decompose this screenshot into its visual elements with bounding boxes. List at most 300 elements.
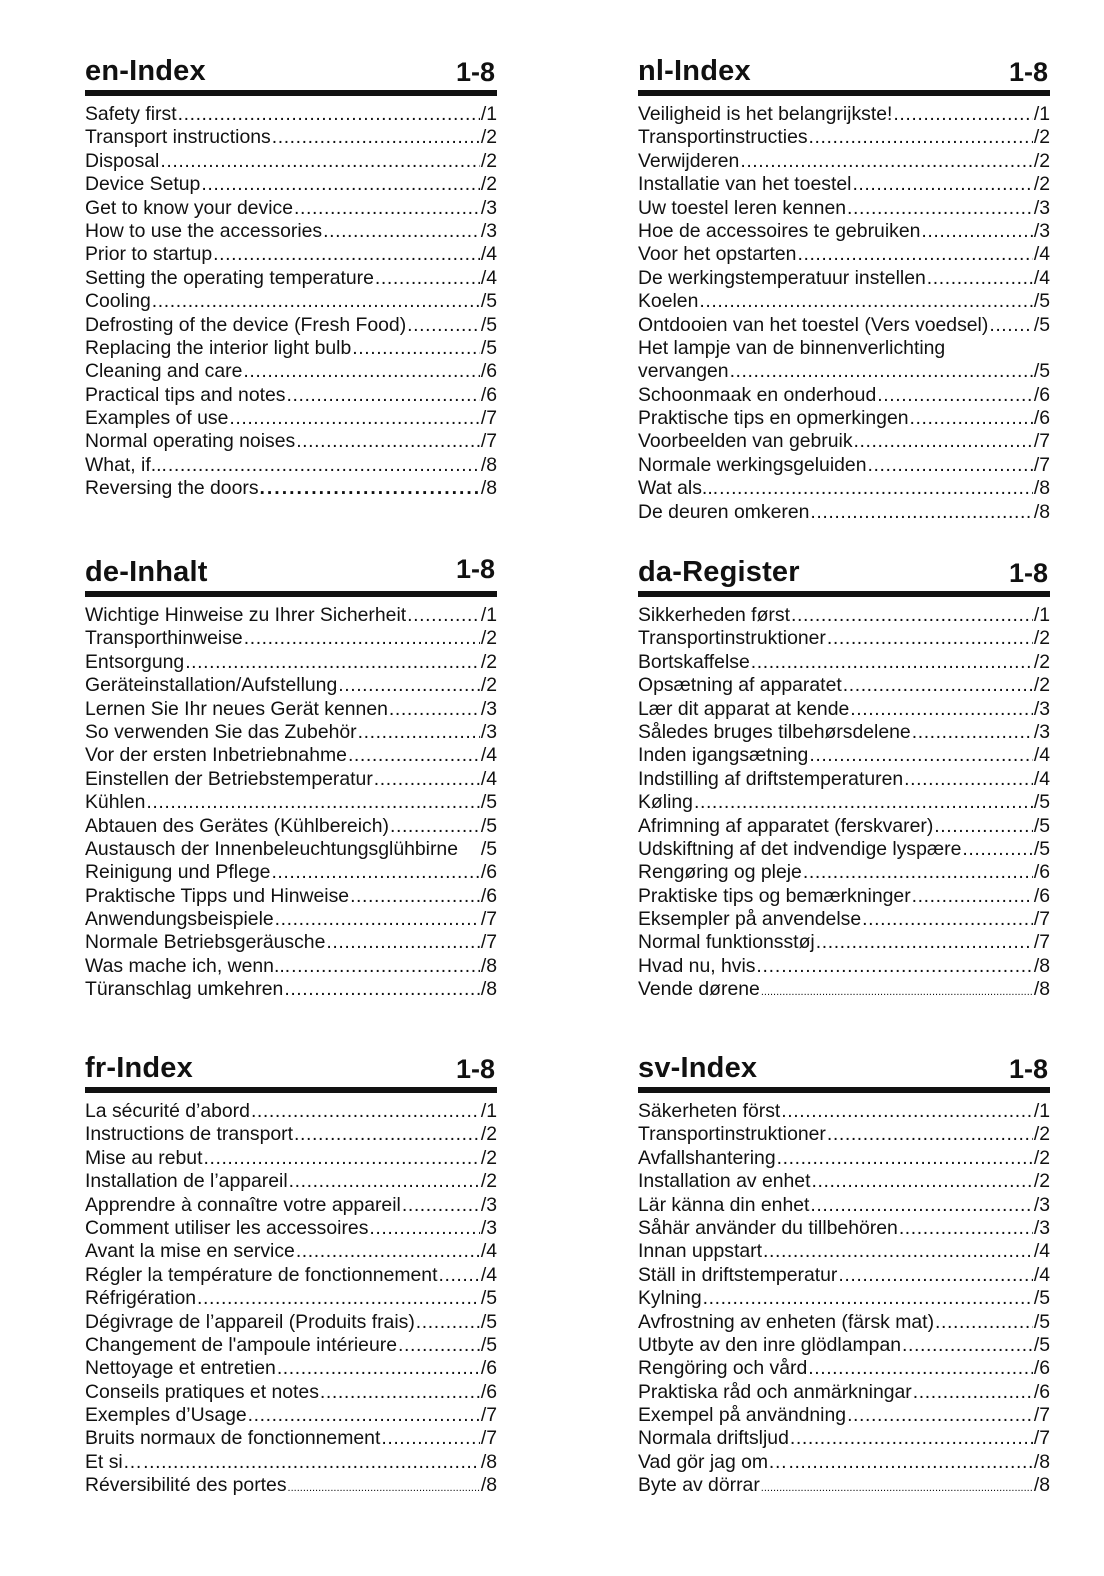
dot-leader — [185, 651, 480, 674]
toc-entry — [638, 1404, 1050, 1427]
toc-entry-label: Koelen — [638, 290, 699, 313]
toc-entry-page: /2 — [480, 627, 497, 650]
section-title: nl-Index — [638, 55, 751, 87]
toc-entry-page: /2 — [480, 173, 497, 196]
toc-entry-page: /5 — [1033, 1333, 1050, 1356]
toc-entry — [85, 267, 497, 290]
toc-entry-page: /2 — [480, 1146, 497, 1169]
section-page-range: 1-8 — [455, 57, 495, 87]
toc-entry-label: Avfallshantering — [638, 1146, 776, 1169]
dot-leader — [284, 978, 480, 1001]
toc-entry-page: /8 — [1033, 477, 1050, 500]
toc-entry-page: /8 — [1033, 954, 1050, 977]
toc-entry-page: /5 — [480, 290, 497, 313]
toc-entry-label: Indstilling af driftstemperaturen — [638, 767, 904, 790]
toc-entry — [638, 501, 1050, 524]
toc-entry-page: /2 — [1033, 1146, 1050, 1169]
dot-leader — [271, 861, 479, 884]
dot-leader — [854, 430, 1033, 453]
toc-entry-label: Cooling — [85, 290, 151, 313]
toc-entry-page: /7 — [480, 931, 497, 954]
toc-entry-page: /7 — [480, 430, 497, 453]
section-header — [638, 551, 1050, 597]
dot-leader — [934, 815, 1033, 838]
toc-entry — [85, 314, 497, 337]
toc-entry-page: /2 — [1033, 1170, 1050, 1193]
dot-leader — [197, 1287, 480, 1310]
toc-entry-page: /3 — [1033, 1216, 1050, 1239]
toc-entry-label: Safety first — [85, 103, 177, 125]
dot-leader — [374, 768, 480, 791]
toc-entry-page: /8 — [480, 1474, 497, 1497]
toc-entry — [638, 604, 1050, 627]
toc-entry-label: Kylning — [638, 1287, 702, 1310]
toc-entry-page: /4 — [1033, 744, 1050, 767]
dot-leader — [847, 197, 1033, 220]
toc-entry — [638, 978, 1050, 1001]
dot-leader — [289, 1170, 480, 1193]
dot-leader — [168, 454, 480, 477]
toc-entry — [638, 360, 1050, 383]
toc-entry — [638, 1147, 1050, 1170]
toc-entry — [85, 243, 497, 266]
toc-entry — [638, 1123, 1050, 1146]
dot-leader — [699, 290, 1032, 313]
toc-entry-page: /3 — [1033, 219, 1050, 242]
toc-entry-page: /6 — [1033, 1380, 1050, 1403]
toc-entry — [638, 651, 1050, 674]
dot-leader — [352, 337, 480, 360]
toc-entry-label: De werkingstemperatuur instellen — [638, 266, 926, 289]
toc-entry — [638, 407, 1050, 430]
toc-entry — [85, 721, 497, 744]
dot-leader — [893, 103, 1032, 126]
toc-entry-label: Sikkerheden først — [638, 604, 790, 626]
toc-entry — [638, 698, 1050, 721]
dot-leader — [912, 885, 1033, 908]
toc-entry — [85, 1264, 497, 1287]
toc-entry-page: /2 — [1033, 650, 1050, 673]
toc-entry — [638, 674, 1050, 697]
toc-entry-page: /6 — [480, 360, 497, 383]
dot-leader — [810, 501, 1032, 524]
dot-leader — [910, 407, 1033, 430]
toc-entry — [85, 674, 497, 697]
toc-entry-page: /6 — [480, 884, 497, 907]
toc-entry-page: /7 — [480, 1404, 497, 1427]
toc-list — [638, 1100, 1050, 1498]
dot-leader — [740, 150, 1033, 173]
toc-entry — [638, 220, 1050, 243]
toc-entry — [638, 290, 1050, 313]
dot-leader — [260, 477, 480, 500]
toc-entry — [638, 267, 1050, 290]
toc-entry — [85, 838, 497, 861]
dot-leader — [781, 1100, 1033, 1123]
toc-entry — [638, 791, 1050, 814]
toc-entry-label: Installation av enhet — [638, 1170, 811, 1193]
toc-entry-label: Disposal — [85, 149, 160, 172]
dot-leader — [152, 290, 480, 313]
toc-entry — [638, 430, 1050, 453]
dot-leader — [416, 1311, 480, 1334]
toc-entry — [638, 1474, 1050, 1497]
toc-entry — [85, 477, 497, 500]
toc-entry-label: Device Setup — [85, 173, 201, 196]
dot-leader — [251, 1100, 480, 1123]
toc-entry — [638, 454, 1050, 477]
dot-leader — [761, 1474, 1033, 1500]
index-section-de — [85, 551, 497, 1002]
toc-entry-label: Praktiske tips og bemærkninger — [638, 884, 911, 907]
toc-entry-label: Udskiftning af det indvendige lyspære — [638, 837, 962, 860]
toc-entry — [638, 243, 1050, 266]
dot-leader — [229, 407, 479, 430]
dot-leader — [160, 150, 479, 173]
toc-entry-label: Replacing the interior light bulb — [85, 336, 352, 359]
dot-leader — [398, 1334, 480, 1357]
toc-entry — [638, 931, 1050, 954]
toc-entry-page: /5 — [480, 814, 497, 837]
dot-leader — [763, 1240, 1033, 1263]
toc-entry-page: /2 — [480, 149, 497, 172]
dot-leader — [927, 267, 1033, 290]
dot-leader — [178, 103, 480, 126]
toc-entry-page: /2 — [480, 1123, 497, 1146]
toc-entry — [85, 1240, 497, 1263]
toc-entry-page: /5 — [480, 837, 497, 860]
dot-leader — [244, 627, 480, 650]
toc-entry — [85, 220, 497, 243]
toc-entry — [85, 407, 497, 430]
section-page-range: 1-8 — [455, 554, 495, 584]
toc-entry-label: Cleaning and care — [85, 360, 243, 383]
toc-entry-label: Lær dit apparat at kende — [638, 697, 850, 720]
toc-entry-page: /4 — [1033, 1263, 1050, 1286]
toc-entry — [85, 197, 497, 220]
toc-entry-label: Het lampje van de binnenverlichting — [638, 336, 946, 359]
toc-entry-page: /6 — [1033, 383, 1050, 406]
toc-entry-label: Et si… — [85, 1450, 143, 1473]
toc-entry-label: Conseils pratiques et notes — [85, 1380, 319, 1403]
dot-leader — [847, 1404, 1033, 1427]
dot-leader — [296, 1240, 480, 1263]
toc-entry — [638, 1334, 1050, 1357]
toc-entry-label: Comment utiliser les accessoires — [85, 1216, 369, 1239]
dot-leader — [320, 1381, 480, 1404]
section-title: fr-Index — [85, 1052, 193, 1084]
toc-entry-label: Avfrostning av enheten (färsk mat) — [638, 1310, 935, 1333]
toc-entry-page: /7 — [1033, 1404, 1050, 1427]
toc-entry-label: Normale werkingsgeluiden — [638, 453, 867, 476]
toc-entry — [85, 1381, 497, 1404]
toc-entry-label: Exemples d’Usage — [85, 1404, 247, 1427]
toc-entry-page: /5 — [1033, 814, 1050, 837]
toc-entry-page: /5 — [1033, 1287, 1050, 1310]
toc-entry — [638, 384, 1050, 407]
dot-leader — [294, 197, 480, 220]
toc-entry-label: Bortskaffelse — [638, 650, 750, 673]
dot-leader — [913, 1381, 1033, 1404]
toc-entry-page: /4 — [480, 1263, 497, 1286]
dot-leader — [389, 698, 480, 721]
dot-leader — [803, 861, 1033, 884]
toc-entry — [638, 1170, 1050, 1193]
toc-list — [85, 1100, 497, 1498]
toc-entry-page: /5 — [480, 313, 497, 336]
toc-entry-page: /4 — [1033, 1240, 1050, 1263]
toc-entry — [638, 337, 1050, 360]
dot-leader — [438, 1264, 479, 1287]
toc-entry-label: So verwenden Sie das Zubehör — [85, 720, 357, 743]
toc-entry-label: Eksempler på anvendelse — [638, 908, 862, 931]
toc-entry-page: /1 — [480, 604, 497, 626]
toc-entry-page: /2 — [480, 1170, 497, 1193]
toc-entry — [85, 1427, 497, 1450]
toc-entry-label: Transportinstruktioner — [638, 1123, 826, 1146]
toc-entry-page: /3 — [480, 720, 497, 743]
dot-leader — [797, 243, 1032, 266]
toc-entry-page: /3 — [1033, 196, 1050, 219]
toc-entry-page: /6 — [1033, 861, 1050, 884]
toc-entry-label: Abtauen des Gerätes (Kühlbereich) — [85, 814, 389, 837]
toc-entry-label: Instructions de transport — [85, 1123, 294, 1146]
toc-entry-page: /6 — [480, 383, 497, 406]
dot-leader — [751, 651, 1033, 674]
toc-entry-page: /4 — [1033, 243, 1050, 266]
dot-leader — [243, 360, 479, 383]
toc-entry — [85, 1404, 497, 1427]
dot-leader — [272, 126, 480, 149]
toc-entry — [85, 290, 497, 313]
toc-entry-label: Kühlen — [85, 791, 146, 814]
dot-leader — [407, 604, 480, 627]
index-section-da — [638, 551, 1050, 1002]
toc-entry-page: /3 — [480, 697, 497, 720]
toc-entry-label: Ställ in driftstemperatur — [638, 1263, 838, 1286]
toc-entry — [638, 1427, 1050, 1450]
toc-entry-page: /2 — [1033, 1123, 1050, 1146]
toc-entry — [85, 1100, 497, 1123]
toc-entry-page: /4 — [480, 744, 497, 767]
dot-leader — [719, 477, 1033, 500]
toc-entry — [85, 103, 497, 126]
toc-entry-page: /2 — [1033, 149, 1050, 172]
toc-entry — [85, 955, 497, 978]
toc-entry-label: Practical tips and notes — [85, 383, 286, 406]
toc-entry — [638, 173, 1050, 196]
toc-entry — [85, 454, 497, 477]
toc-entry-page: /6 — [480, 861, 497, 884]
toc-entry-label: Praktische tips en opmerkingen — [638, 407, 909, 430]
toc-entry — [85, 1311, 497, 1334]
toc-entry-label: Innan uppstart — [638, 1240, 762, 1263]
dot-leader — [146, 791, 479, 814]
toc-entry-label: Voorbeelden van gebruik — [638, 430, 853, 453]
toc-entry-label: Afrimning af apparatet (ferskvarer) — [638, 814, 934, 837]
dot-leader — [811, 1170, 1032, 1193]
toc-entry-label: Defrosting of the device (Fresh Food) — [85, 313, 407, 336]
toc-entry — [85, 604, 497, 627]
dot-leader — [201, 173, 479, 196]
index-section-en — [85, 50, 497, 501]
toc-entry — [85, 360, 497, 383]
section-header — [638, 50, 1050, 96]
toc-entry — [638, 885, 1050, 908]
toc-entry-label: Prior to startup — [85, 243, 213, 266]
toc-entry-page: /2 — [1033, 126, 1050, 149]
section-header — [85, 551, 497, 597]
dot-leader — [921, 220, 1032, 243]
toc-entry-label: Normala driftsljud — [638, 1427, 789, 1450]
toc-entry-label: Voor het opstarten — [638, 243, 797, 266]
toc-entry — [638, 908, 1050, 931]
dot-leader — [703, 1287, 1033, 1310]
dot-leader — [407, 314, 480, 337]
toc-entry — [85, 126, 497, 149]
dot-leader — [402, 1194, 480, 1217]
toc-entry — [638, 150, 1050, 173]
toc-entry-page: /7 — [480, 908, 497, 931]
toc-entry-label: Régler la température de fonctionnement — [85, 1263, 438, 1286]
toc-entry — [638, 1287, 1050, 1310]
toc-entry-label: Nettoyage et entretien — [85, 1357, 276, 1380]
toc-entry-label: Transportinstructies — [638, 126, 808, 149]
dot-leader — [788, 1451, 1032, 1474]
section-header — [638, 1047, 1050, 1093]
toc-entry-page: /5 — [1033, 791, 1050, 814]
toc-entry-page: /2 — [480, 126, 497, 149]
dot-leader — [375, 267, 480, 290]
toc-entry-page: /7 — [1033, 908, 1050, 931]
toc-entry-page: /5 — [1033, 837, 1050, 860]
dot-leader — [902, 1334, 1033, 1357]
dot-leader — [810, 1194, 1032, 1217]
toc-entry-label: Säkerheten först — [638, 1100, 781, 1122]
toc-entry-label: Hoe de accessoires te gebruiken — [638, 219, 921, 242]
dot-leader — [143, 1451, 480, 1474]
dot-leader — [248, 1404, 480, 1427]
toc-entry-page: /6 — [1033, 407, 1050, 430]
toc-entry-label: Réversibilité des portes — [85, 1474, 287, 1497]
toc-entry-page: /6 — [480, 1380, 497, 1403]
toc-entry-label: Reinigung und Pflege — [85, 861, 271, 884]
dot-leader — [862, 908, 1033, 931]
section-title: en-Index — [85, 55, 206, 87]
dot-leader — [809, 126, 1033, 149]
section-title: da-Register — [638, 556, 800, 588]
dot-leader — [390, 815, 480, 838]
toc-entry-label: Installation de l’appareil — [85, 1170, 288, 1193]
dot-leader — [962, 838, 1032, 861]
dot-leader — [381, 1427, 479, 1450]
toc-entry-label: Avant la mise en service — [85, 1240, 295, 1263]
toc-entry-label: Anwendungsbeispiele — [85, 908, 274, 931]
toc-entry-page: /2 — [480, 650, 497, 673]
toc-entry-label: Austausch der Innenbeleuchtungsglühbirne — [85, 837, 459, 860]
toc-entry-page: /5 — [480, 791, 497, 814]
toc-entry-label: Exempel på användning — [638, 1404, 847, 1427]
toc-entry-page: /7 — [1033, 1427, 1050, 1450]
section-header — [85, 50, 497, 96]
toc-entry — [85, 1170, 497, 1193]
dot-leader — [827, 1123, 1033, 1146]
toc-entry — [638, 1381, 1050, 1404]
toc-entry — [85, 1123, 497, 1146]
toc-entry — [638, 197, 1050, 220]
toc-entry — [85, 337, 497, 360]
toc-entry — [638, 861, 1050, 884]
toc-entry-page: /3 — [1033, 697, 1050, 720]
toc-entry-page: /4 — [1033, 767, 1050, 790]
toc-list — [638, 604, 1050, 1002]
toc-entry-label: Réfrigération — [85, 1287, 197, 1310]
toc-entry-label: Vor der ersten Inbetriebnahme — [85, 744, 347, 767]
dot-leader — [809, 744, 1032, 767]
toc-entry — [638, 744, 1050, 767]
toc-entry-page: /4 — [480, 266, 497, 289]
toc-entry — [638, 815, 1050, 838]
dot-leader — [203, 1147, 479, 1170]
toc-entry — [85, 1474, 497, 1497]
toc-entry-page: /4 — [480, 243, 497, 266]
toc-entry-label: Was mache ich, wenn... — [85, 954, 291, 977]
section-header — [85, 1047, 497, 1093]
toc-entry-label: Således bruges tilbehørsdelene — [638, 720, 911, 743]
toc-entry — [85, 1147, 497, 1170]
toc-entry — [85, 173, 497, 196]
toc-entry-page: /8 — [1033, 500, 1050, 523]
toc-entry-page: /2 — [480, 674, 497, 697]
dot-leader — [326, 931, 479, 954]
toc-entry — [85, 430, 497, 453]
dot-leader — [348, 744, 480, 767]
toc-entry-page: /2 — [1033, 674, 1050, 697]
toc-entry-label: Byte av dörrar — [638, 1474, 760, 1497]
toc-entry-label: Veiligheid is het belangrijkste! — [638, 103, 893, 125]
toc-entry-label: Praktische Tipps und Hinweise — [85, 884, 350, 907]
toc-entry-label: Verwijderen — [638, 149, 740, 172]
section-title: de-Inhalt — [85, 556, 208, 588]
dot-leader — [781, 955, 1033, 978]
dot-leader — [850, 698, 1033, 721]
toc-entry-label: Normal funktionsstøj — [638, 931, 815, 954]
dot-leader — [730, 360, 1033, 383]
toc-entry-page: /5 — [1033, 360, 1050, 383]
toc-entry — [638, 1240, 1050, 1263]
toc-entry-page: /3 — [1033, 1193, 1050, 1216]
toc-entry-page: /1 — [480, 103, 497, 125]
dot-leader — [323, 220, 480, 243]
toc-entry — [638, 477, 1050, 500]
toc-entry — [85, 815, 497, 838]
toc-entry-page: /7 — [1033, 931, 1050, 954]
toc-entry-page: /3 — [480, 1216, 497, 1239]
dot-leader — [989, 314, 1033, 337]
toc-entry — [638, 721, 1050, 744]
dot-leader — [213, 243, 480, 266]
toc-entry — [85, 908, 497, 931]
dot-leader — [275, 908, 480, 931]
toc-entry — [638, 768, 1050, 791]
toc-entry-label: Vende dørene — [638, 978, 760, 1001]
toc-entry-page: /2 — [1033, 173, 1050, 196]
toc-entry-label: Setting the operating temperature — [85, 266, 374, 289]
toc-entry-label: Einstellen der Betriebstemperatur — [85, 767, 373, 790]
toc-entry — [85, 885, 497, 908]
dot-leader — [877, 384, 1033, 407]
toc-entry — [85, 698, 497, 721]
